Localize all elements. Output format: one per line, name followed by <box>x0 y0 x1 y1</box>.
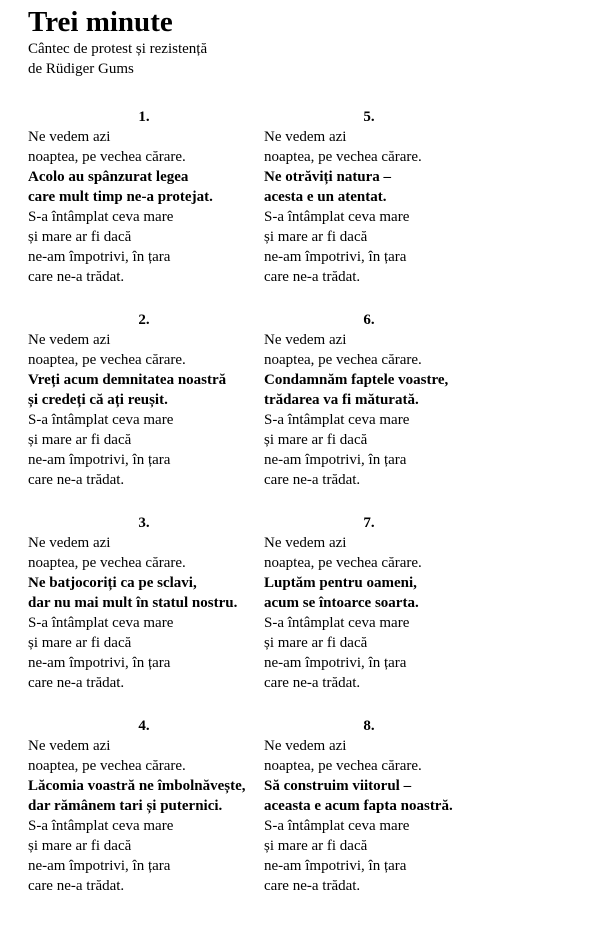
refrain-line: noaptea, pe vechea cărare. <box>264 352 422 368</box>
verse-bold-line: Ne batjocoriți ca pe sclavi, <box>28 575 197 591</box>
refrain-line: Ne vedem azi <box>264 738 347 754</box>
refrain-line: și mare ar fi dacă <box>28 838 132 854</box>
refrain-line: Ne vedem azi <box>28 129 111 145</box>
refrain-line: S-a întâmplat ceva mare <box>264 412 410 428</box>
refrain-line: S-a întâmplat ceva mare <box>264 209 410 225</box>
refrain-line: ne-am împotrivi, în țara <box>264 858 407 874</box>
song-author: de Rüdiger Gums <box>28 61 134 77</box>
verse-7 <box>264 513 496 693</box>
refrain-line: și mare ar fi dacă <box>28 432 132 448</box>
refrain-line: Ne vedem azi <box>264 129 347 145</box>
refrain-line: noaptea, pe vechea cărare. <box>264 149 422 165</box>
refrain-line: noaptea, pe vechea cărare. <box>28 149 186 165</box>
refrain-line: Ne vedem azi <box>264 535 347 551</box>
verse-8 <box>264 716 496 896</box>
refrain-line: S-a întâmplat ceva mare <box>264 615 410 631</box>
refrain-line: și mare ar fi dacă <box>264 432 368 448</box>
refrain-line: care ne-a trădat. <box>28 472 125 488</box>
refrain-line: Ne vedem azi <box>28 332 111 348</box>
verse-bold-line: Acolo au spânzurat legea <box>28 169 189 185</box>
verse-number: 1. <box>138 109 150 125</box>
verse-bold-line: dar nu mai mult în statul nostru. <box>28 595 238 611</box>
verse-bold-line: Vreți acum demnitatea noastră <box>28 372 227 388</box>
refrain-line: Ne vedem azi <box>28 535 111 551</box>
verse-bold-line: acesta e un atentat. <box>264 189 387 205</box>
refrain-line: noaptea, pe vechea cărare. <box>28 555 186 571</box>
verse-4 <box>28 716 260 896</box>
refrain-line: ne-am împotrivi, în țara <box>28 249 171 265</box>
document-page <box>28 5 598 894</box>
verse-bold-line: Lăcomia voastră ne îmbolnăvește, <box>28 778 246 794</box>
refrain-line: noaptea, pe vechea cărare. <box>28 758 186 774</box>
refrain-line: noaptea, pe vechea cărare. <box>28 352 186 368</box>
refrain-line: care ne-a trădat. <box>264 675 361 691</box>
refrain-line: noaptea, pe vechea cărare. <box>264 758 422 774</box>
verse-bold-line: acum se întoarce soarta. <box>264 595 419 611</box>
verse-3 <box>28 513 260 693</box>
verse-number: 2. <box>138 312 150 328</box>
refrain-line: ne-am împotrivi, în țara <box>28 655 171 671</box>
song-title: Trei minute <box>28 6 173 38</box>
refrain-line: S-a întâmplat ceva mare <box>28 209 174 225</box>
verse-bold-line: aceasta e acum fapta noastră. <box>264 798 453 814</box>
verse-6 <box>264 310 496 490</box>
refrain-line: S-a întâmplat ceva mare <box>28 818 174 834</box>
refrain-line: și mare ar fi dacă <box>264 635 368 651</box>
verse-bold-line: dar rămânem tari și puternici. <box>28 798 223 814</box>
verse-1 <box>28 107 260 287</box>
verse-bold-line: Să construim viitorul – <box>264 778 412 794</box>
verse-bold-line: care mult timp ne-a protejat. <box>28 189 213 205</box>
refrain-line: ne-am împotrivi, în țara <box>264 655 407 671</box>
refrain-line: ne-am împotrivi, în țara <box>28 452 171 468</box>
verse-number: 3. <box>138 515 150 531</box>
verse-bold-line: Condamnăm faptele voastre, <box>264 372 449 388</box>
verse-number: 7. <box>363 515 375 531</box>
refrain-line: și mare ar fi dacă <box>264 229 368 245</box>
verse-bold-line: trădarea va fi măturată. <box>264 392 419 408</box>
refrain-line: care ne-a trădat. <box>28 878 125 894</box>
verse-number: 4. <box>138 718 150 734</box>
verse-bold-line: și credeți că ați reușit. <box>28 392 168 408</box>
refrain-line: S-a întâmplat ceva mare <box>28 615 174 631</box>
verse-number: 5. <box>363 109 375 125</box>
verse-number: 6. <box>363 312 375 328</box>
verse-bold-line: Ne otrăviți natura – <box>264 169 392 185</box>
verse-number: 8. <box>363 718 375 734</box>
refrain-line: Ne vedem azi <box>264 332 347 348</box>
verse-5 <box>264 107 496 287</box>
verse-2 <box>28 310 260 490</box>
refrain-line: care ne-a trădat. <box>264 878 361 894</box>
verse-bold-line: Luptăm pentru oameni, <box>264 575 417 591</box>
refrain-line: și mare ar fi dacă <box>264 838 368 854</box>
refrain-line: care ne-a trădat. <box>28 675 125 691</box>
refrain-line: care ne-a trădat. <box>264 269 361 285</box>
refrain-line: noaptea, pe vechea cărare. <box>264 555 422 571</box>
refrain-line: S-a întâmplat ceva mare <box>28 412 174 428</box>
refrain-line: care ne-a trădat. <box>28 269 125 285</box>
refrain-line: care ne-a trădat. <box>264 472 361 488</box>
refrain-line: și mare ar fi dacă <box>28 229 132 245</box>
refrain-line: și mare ar fi dacă <box>28 635 132 651</box>
refrain-line: ne-am împotrivi, în țara <box>28 858 171 874</box>
refrain-line: ne-am împotrivi, în țara <box>264 452 407 468</box>
refrain-line: Ne vedem azi <box>28 738 111 754</box>
refrain-line: S-a întâmplat ceva mare <box>264 818 410 834</box>
refrain-line: ne-am împotrivi, în țara <box>264 249 407 265</box>
song-subtitle: Cântec de protest și rezistență <box>28 41 208 57</box>
